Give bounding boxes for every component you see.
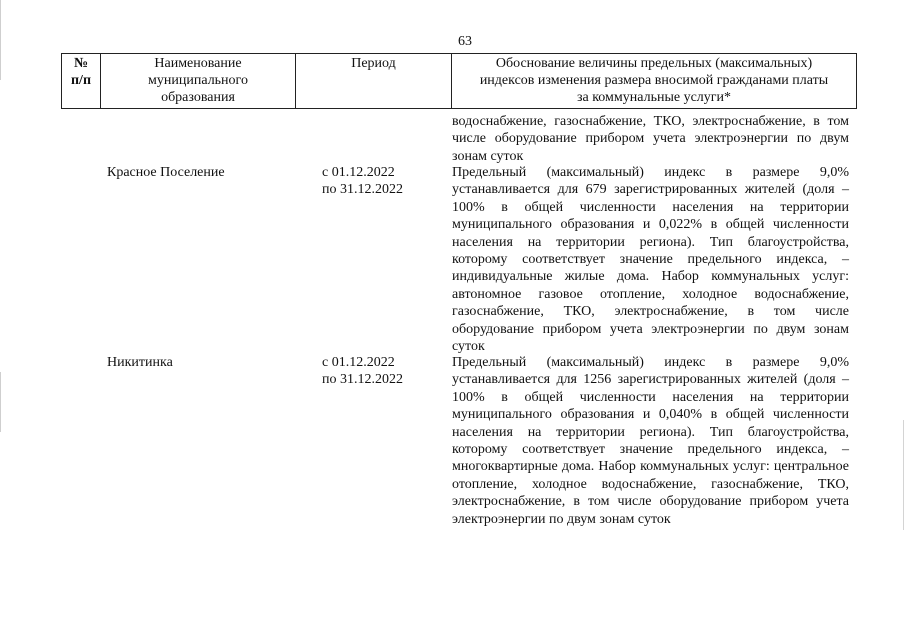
table-header [61, 53, 857, 109]
header-municipality-column: Наименование муниципального образования [101, 54, 296, 109]
basis-text-continued: водоснабжение, газоснабжение, ТКО, электроснабжение, в том числе оборудование прибором учета электроэнергии по двум зонам суток [452, 114, 849, 164]
scan-edge-mark [0, 372, 1, 432]
header-row [62, 54, 857, 109]
period-range: с 01.12.2022 по 31.12.2022 [322, 165, 403, 197]
header-number-column: № п/п [62, 54, 101, 109]
page-number: 63 [458, 34, 472, 49]
period-range: с 01.12.2022 по 31.12.2022 [322, 355, 403, 387]
header-period-column: Период [296, 54, 452, 109]
scan-edge-mark [903, 420, 904, 530]
header-basis-column: Обоснование величины предельных (максимальных) индексов изменения размера вносимой гражданами платы за коммунальные услуги* [452, 54, 857, 109]
scan-edge-mark [0, 0, 1, 80]
basis-text: Предельный (максимальный) индекс в размере 9,0% устанавливается для 679 зарегистрированных жителей (доля – 100% в общей численности населения на территории муниципального образования и 0,022% в общей численности населения на территории региона). Тип благоустройства, которому соответствует значение предельного индекса, – индивидуальные жилые дома. Набор коммунальных услуг: автономное газовое отопление, холодное водоснабжение, газоснабжение, ТКО, электроснабжение, в том числе оборудование прибором учета электроэнергии по двум зонам суток [452, 165, 849, 355]
municipality-name: Никитинка [107, 355, 173, 370]
municipality-name: Красное Поселение [107, 165, 225, 180]
basis-text: Предельный (максимальный) индекс в размере 9,0% устанавливается для 1256 зарегистрированных жителей (доля – 100% в общей численности населения на территории муниципального образования и 0,040% в общей численности населения на территории региона). Тип благоустройства, которому соответствует значение предельного индекса, – многоквартирные дома. Набор коммунальных услуг: центральное отопление, холодное водоснабжение, газоснабжение, ТКО, электроснабжение, в том числе оборудование прибором учета электроэнергии по двум зонам суток [452, 355, 849, 527]
